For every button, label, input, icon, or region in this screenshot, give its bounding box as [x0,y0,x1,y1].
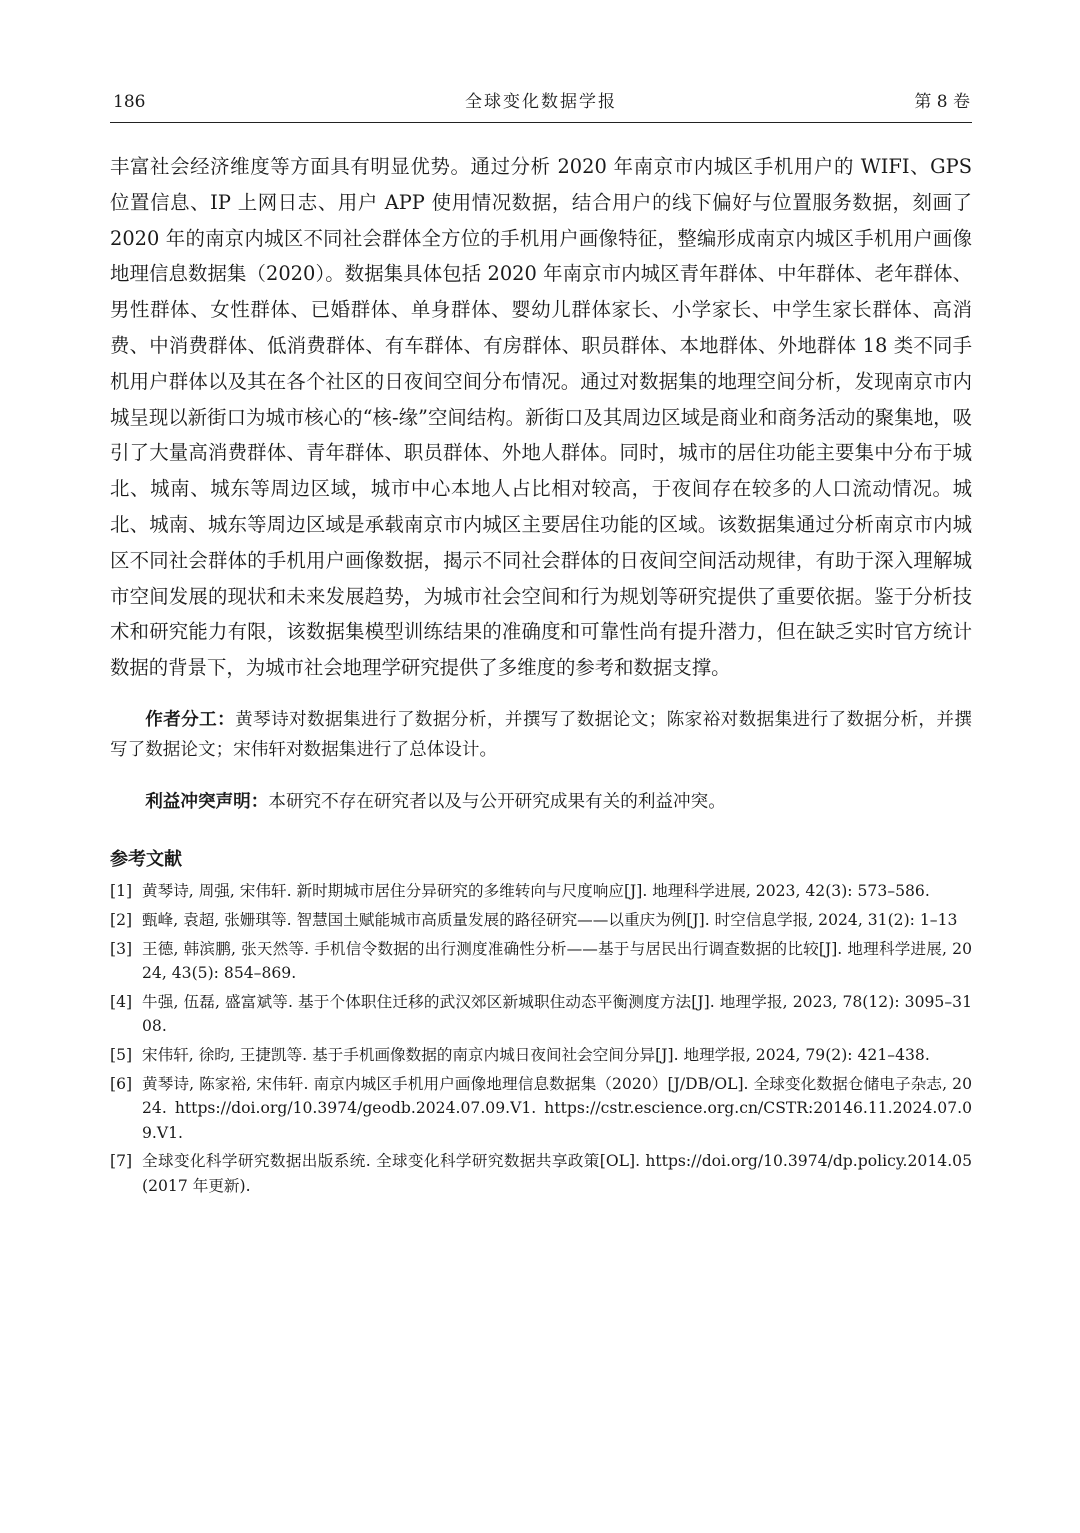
reference-number: [5] [110,1045,133,1064]
reference-text: 宋伟轩, 徐昀, 王捷凯等. 基于手机画像数据的南京内城日夜间社会空间分异[J]. 地理学报, 2024, 79(2): 421–438. [142,1045,930,1064]
reference-number: [7] [110,1152,133,1171]
body-paragraph: 丰富社会经济维度等方面具有明显优势。通过分析 2020 年南京市内城区手机用户的 WIFI、GPS 位置信息、IP 上网日志、用户 APP 使用情况数据，结合用户的线下偏好与位置服务数据，刻画了 2020 年的南京内城区不同社会群体全方位的手机用户画像特征，整编形成南京内城区手机用户画像地理信息数据集（2020）。数据集具体包括 2020 年南京市内城区青年群体、中年群体、老年群体、男性群体、女性群体、已婚群体、单身群体、婴幼儿群体家长、小学家长、中学生家长群体、高消费、中消费群体、低消费群体、有车群体、有房群体、职员群体、本地群体、外地群体 18 类不同手机用户群体以及其在各个社区的日夜间空间分布情况。通过对数据集的地理空间分析，发现南京市内城呈现以新街口为城市核心的“核-缘”空间结构。新街口及其周边区域是商业和商务活动的聚集地，吸引了大量高消费群体、青年群体、职员群体、外地人群体。同时，城市的居住功能主要集中分布于城北、城南、城东等周边区域，城市中心本地人占比相对较高，于夜间存在较多的人口流动情况。城北、城南、城东等周边区域是承载南京市内城区主要居住功能的区域。该数据集通过分析南京市内城区不同社会群体的手机用户画像数据，揭示不同社会群体的日夜间空间活动规律，有助于深入理解城市空间发展的现状和未来发展趋势，为城市社会空间和行为规划等研究提供了重要依据。鉴于分析技术和研究能力有限，该数据集模型训练结果的准确度和可靠性尚有提升潜力，但在缺乏实时官方统计数据的背景下，为城市社会地理学研究提供了多维度的参考和数据支撑。 [110,155,972,680]
reference-text: 黄琴诗, 陈家裕, 宋伟轩. 南京内城区手机用户画像地理信息数据集（2020）[J/DB/OL]. 全球变化数据仓储电子杂志, 2024. https://doi.org/10.3974/geodb.2024.07.09.V1. https://cstr.escience.org.cn/CSTR:20146.11.2024.07.09.V1. [142,1074,972,1142]
reference-number: [1] [110,882,133,901]
references-heading: 参考文献 [110,849,182,871]
author-contributions [110,705,972,765]
reference-number: [2] [110,910,133,929]
reference-item [110,1149,972,1198]
conflict-statement-text: 本研究不存在研究者以及与公开研究成果有关的利益冲突。 [268,792,726,813]
conflict-statement [110,787,972,817]
paper-page [110,82,972,1202]
reference-text: 牛强, 伍磊, 盛富斌等. 基于个体职住迁移的武汉郊区新城职住动态平衡测度方法[J]. 地理学报, 2023, 78(12): 3095–3108. [142,992,972,1036]
reference-item [110,990,972,1039]
reference-text: 黄琴诗, 周强, 宋伟轩. 新时期城市居住分异研究的多维转向与尺度响应[J]. 地理科学进展, 2023, 42(3): 573–586. [142,882,930,901]
reference-number: [6] [110,1074,133,1093]
reference-text: 甄峰, 袁超, 张姗琪等. 智慧国土赋能城市高质量发展的路径研究——以重庆为例[J]. 时空信息学报, 2024, 31(2): 1–13 [142,910,958,929]
reference-list [110,879,972,1198]
reference-text: 全球变化科学研究数据出版系统. 全球变化科学研究数据共享政策[OL]. https://doi.org/10.3974/dp.policy.2014.05 (2017 年更新). [142,1152,972,1195]
volume-label: 第 8 卷 [914,92,970,112]
reference-item [110,879,972,904]
reference-text: 王德, 韩滨鹏, 张天然等. 手机信令数据的出行测度准确性分析——基于与居民出行调查数据的比较[J]. 地理科学进展, 2024, 43(5): 854–869. [142,939,972,983]
reference-number: [3] [110,939,133,958]
page-number: 186 [113,92,146,112]
author-contributions-text: 黄琴诗对数据集进行了数据分析，并撰写了数据论文；陈家裕对数据集进行了数据分析，并撰写了数据论文；宋伟轩对数据集进行了总体设计。 [110,710,972,761]
running-header [110,82,972,123]
author-contributions-label: 作者分工： [145,710,236,731]
conflict-statement-label: 利益冲突声明： [145,792,269,813]
reference-item [110,908,972,933]
reference-item [110,937,972,986]
reference-item [110,1072,972,1146]
reference-item [110,1043,972,1068]
journal-title: 全球变化数据学报 [465,92,617,112]
reference-number: [4] [110,992,133,1011]
